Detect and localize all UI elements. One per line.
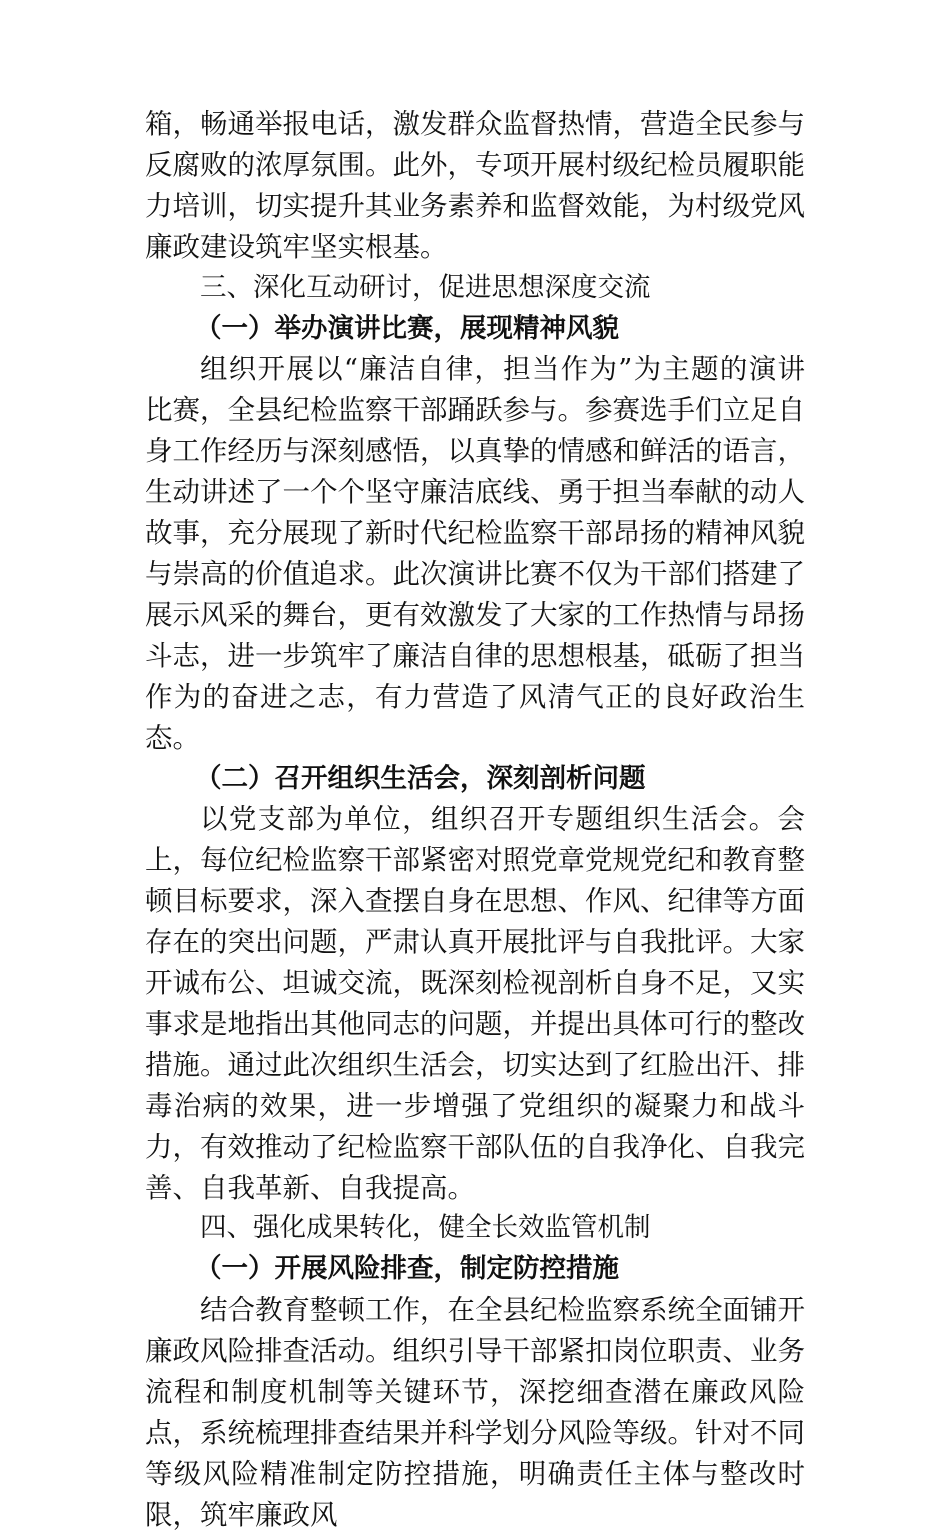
body-paragraph-organization-meeting: 以党支部为单位，组织召开专题组织生活会。会上，每位纪检监察干部紧密对照党章党规党纪和教育整顿目标要求，深入查摆自身在思想、作风、纪律等方面存在的突出问题，严肃认真开展批评与自我批评。大家开诚布公、坦诚交流，既深刻检视剖析自身不足，又实事求是地指出其他同志的问题，并提出具体可行的整改措施。通过此次组织生活会，切实达到了红脸出汗、排毒治病的效果，进一步增强了党组织的凝聚力和战斗力，有效推动了纪检监察干部队伍的自我净化、自我完善、自我革新、自我提高。 <box>145 803 805 1204</box>
body-paragraph-continued: 箱，畅通举报电话，激发群众监督热情，营造全民参与反腐败的浓厚氛围。此外，专项开展村级纪检员履职能力培训，切实提升其业务素养和监督效能，为村级党风廉政建设筑牢坚实根基。 <box>145 108 805 263</box>
subsection-heading-3-1: （一）举办演讲比赛，展现精神风貌 <box>195 312 619 344</box>
body-paragraph-risk-check: 结合教育整顿工作，在全县纪检监察系统全面铺开廉政风险排查活动。组织引导干部紧扣岗位职责、业务流程和制度机制等关键环节，深挖细查潜在廉政风险点，系统梳理排查结果并科学划分风险等级。针对不同等级风险精准制定防控措施，明确责任主体与整改时限，筑牢廉政风 <box>145 1294 805 1531</box>
body-paragraph-speech-contest: 组织开展以“廉洁自律，担当作为”为主题的演讲比赛，全县纪检监察干部踊跃参与。参赛选手们立足自身工作经历与深刻感悟，以真挚的情感和鲜活的语言，生动讲述了一个个坚守廉洁底线、勇于担当奉献的动人故事，充分展现了新时代纪检监察干部昂扬的精神风貌与崇高的价值追求。此次演讲比赛不仅为干部们搭建了展示风采的舞台，更有效激发了大家的工作热情与昂扬斗志，进一步筑牢了廉洁自律的思想根基，砥砺了担当作为的奋进之志，有力营造了风清气正的良好政治生态。 <box>145 353 805 754</box>
section-heading-3: 三、深化互动研讨，促进思想深度交流 <box>200 271 651 303</box>
subsection-heading-4-1: （一）开展风险排查，制定防控措施 <box>195 1253 619 1285</box>
document-body <box>145 104 805 1536</box>
subsection-heading-3-2: （二）召开组织生活会，深刻剖析问题 <box>195 762 646 794</box>
section-heading-4: 四、强化成果转化，健全长效监管机制 <box>200 1212 651 1244</box>
